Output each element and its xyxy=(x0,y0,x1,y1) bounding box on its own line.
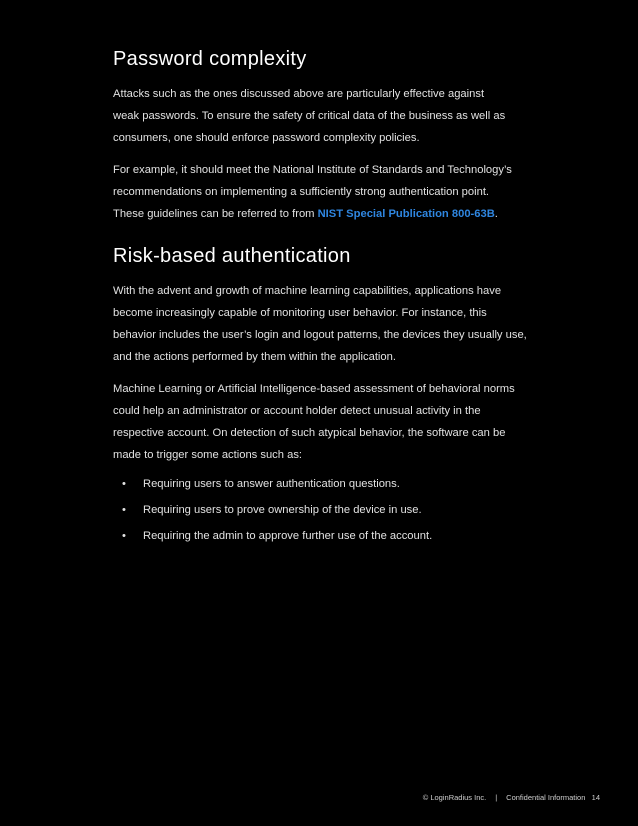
page-footer xyxy=(423,793,600,802)
footer-confidential: Confidential Information xyxy=(506,793,586,802)
text-line: recommendations on implementing a sufficiently strong authentication point. xyxy=(113,186,490,198)
bullet-icon: • xyxy=(122,504,126,516)
footer-copyright: © LoginRadius Inc. xyxy=(422,793,487,802)
list-item-text: Requiring the admin to approve further use of the account. xyxy=(143,530,433,542)
nist-publication-link[interactable]: NIST Special Publication 800-63B xyxy=(317,208,495,220)
text-line: respective account. On detection of such atypical behavior, the software can be xyxy=(113,427,506,439)
bullet-icon: • xyxy=(122,478,126,490)
text-line: consumers, one should enforce password complexity policies. xyxy=(113,132,420,144)
text-line xyxy=(113,203,533,225)
list-item-text: Requiring users to answer authentication questions. xyxy=(143,478,400,490)
risk-paragraph-1 xyxy=(113,280,533,368)
list-item-text: Requiring users to prove ownership of the device in use. xyxy=(143,504,422,516)
password-paragraph-2 xyxy=(113,159,533,225)
risk-paragraph-2 xyxy=(113,378,533,466)
text-fragment: These guidelines can be referred to from xyxy=(113,208,318,220)
text-line: Attacks such as the ones discussed above are particularly effective against xyxy=(113,88,485,100)
password-paragraph-1 xyxy=(113,83,533,149)
text-line: weak passwords. To ensure the safety of critical data of the business as well as xyxy=(113,110,506,122)
text-line: become increasingly capable of monitoring user behavior. For instance, this xyxy=(113,307,487,319)
text-line: With the advent and growth of machine learning capabilities, applications have xyxy=(113,285,502,297)
list-item xyxy=(113,502,533,518)
bullet-icon: • xyxy=(122,530,126,542)
text-line: and the actions performed by them within the application. xyxy=(113,351,396,363)
text-fragment: . xyxy=(494,208,498,220)
text-line: could help an administrator or account holder detect unusual activity in the xyxy=(113,405,481,417)
text-line: made to trigger some actions such as: xyxy=(113,449,303,461)
section-heading-password-complexity: Password complexity xyxy=(113,48,307,70)
list-item xyxy=(113,528,533,544)
list-item xyxy=(113,476,533,492)
section-heading-risk-based-authentication: Risk-based authentication xyxy=(113,245,351,267)
footer-separator: | xyxy=(495,793,498,802)
text-line: For example, it should meet the National Institute of Standards and Technology’s xyxy=(113,164,512,176)
document-page xyxy=(113,44,533,554)
text-line: Machine Learning or Artificial Intelligence-based assessment of behavioral norms xyxy=(113,383,515,395)
text-line: behavior includes the user’s login and logout patterns, the devices they usually use, xyxy=(113,329,527,341)
page-number: 14 xyxy=(591,793,600,802)
action-list xyxy=(113,476,533,544)
